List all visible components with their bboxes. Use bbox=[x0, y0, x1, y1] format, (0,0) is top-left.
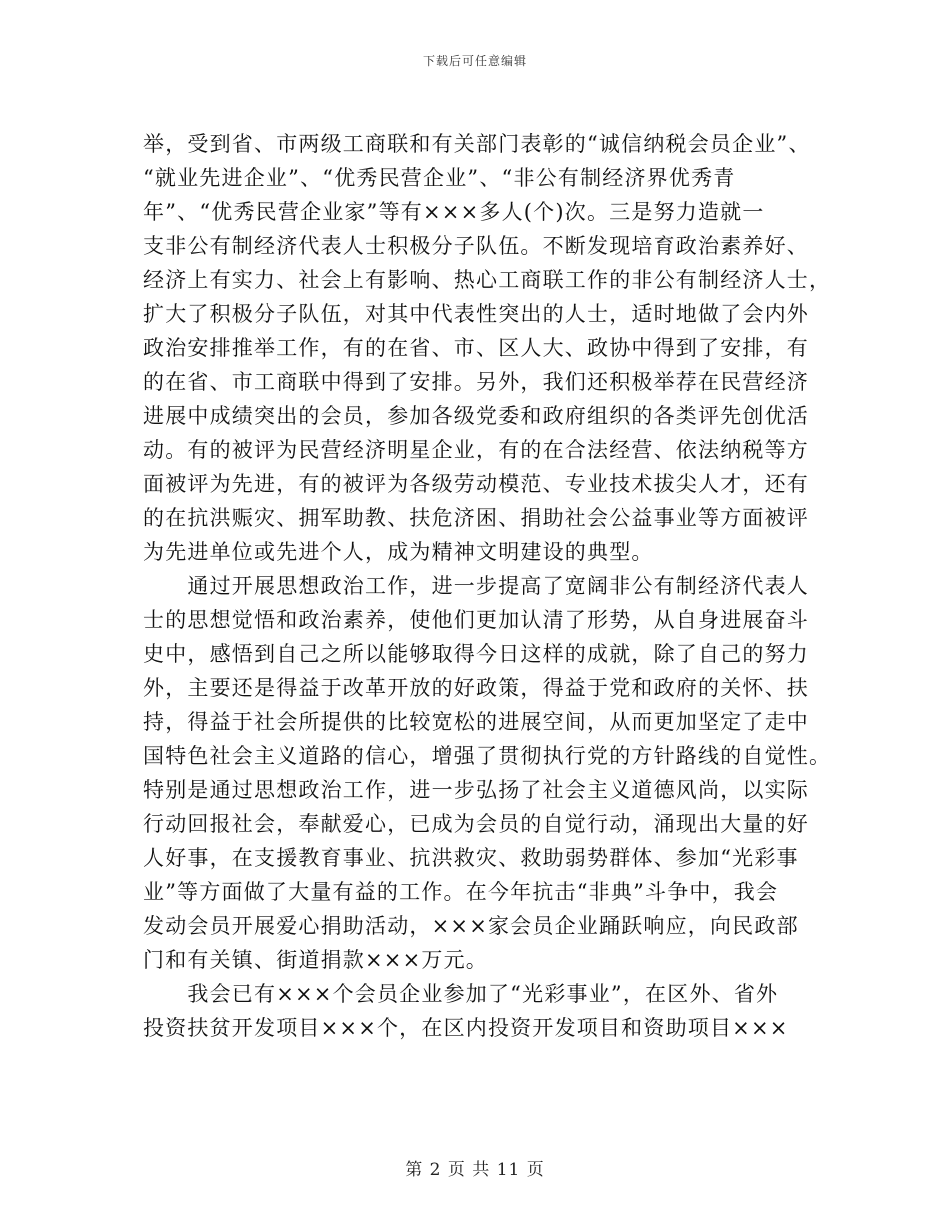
text-line: 外，主要还是得益于改革开放的好政策，得益于党和政府的关怀、扶 bbox=[143, 676, 809, 700]
text-line: 人好事，在支援教育事业、抗洪救灾、救助弱势群体、参加“光彩事 bbox=[143, 846, 799, 870]
text-line: 扩大了积极分子队伍，对其中代表性突出的人士，适时地做了会内外 bbox=[143, 302, 809, 326]
paragraph-start-line: 通过开展思想政治工作，进一步提高了宽阔非公有制经济代表人 bbox=[143, 574, 809, 598]
text-line: 行动回报社会，奉献爱心，已成为会员的自觉行动，涌现出大量的好 bbox=[143, 812, 809, 836]
text-line: 年”、“优秀民营企业家”等有×××多人(个)次。三是努力造就一 bbox=[143, 200, 765, 224]
text-line: 举，受到省、市两级工商联和有关部门表彰的“诚信纳税会员企业”、 bbox=[143, 132, 811, 156]
text-line: 进展中成绩突出的会员，参加各级党委和政府组织的各类评先创优活 bbox=[143, 404, 809, 428]
text-line: 面被评为先进，有的被评为各级劳动模范、专业技术拔尖人才，还有 bbox=[143, 472, 809, 496]
text-line: 经济上有实力、社会上有影响、热心工商联工作的非公有制经济人士， bbox=[143, 268, 832, 292]
paragraph-start-line: 我会已有×××个会员企业参加了“光彩事业”，在区外、省外 bbox=[143, 982, 779, 1006]
text-line: “就业先进企业”、“优秀民营企业”、“非公有制经济界优秀青 bbox=[143, 166, 736, 190]
text-line: 政治安排推举工作，有的在省、市、区人大、政协中得到了安排，有 bbox=[143, 336, 809, 360]
document-body bbox=[143, 127, 832, 1045]
text-line: 特别是通过思想政治工作，进一步弘扬了社会主义道德风尚，以实际 bbox=[143, 778, 809, 802]
text-line: 史中，感悟到自己之所以能够取得今日这样的成就，除了自己的努力 bbox=[143, 642, 809, 666]
text-line: 发动会员开展爱心捐助活动，×××家会员企业踊跃响应，向民政部 bbox=[143, 914, 799, 938]
text-line: 投资扶贫开发项目×××个，在区内投资开发项目和资助项目××× bbox=[143, 1016, 789, 1040]
text-line: 的在抗洪赈灾、拥军助教、扶危济困、捐助社会公益事业等方面被评 bbox=[143, 506, 809, 530]
text-line: 动。有的被评为民营经济明星企业，有的在合法经营、依法纳税等方 bbox=[143, 438, 809, 462]
text-line: 为先进单位或先进个人，成为精神文明建设的典型。 bbox=[143, 540, 654, 564]
text-line: 的在省、市工商联中得到了安排。另外，我们还积极举荐在民营经济 bbox=[143, 370, 809, 394]
text-line: 支非公有制经济代表人士积极分子队伍。不断发现培育政治素养好、 bbox=[143, 234, 809, 258]
text-line: 门和有关镇、街道捐款×××万元。 bbox=[143, 948, 488, 972]
text-line: 业”等方面做了大量有益的工作。在今年抗击“非典”斗争中，我会 bbox=[143, 880, 779, 904]
text-line: 持，得益于社会所提供的比较宽松的进展空间，从而更加坚定了走中 bbox=[143, 710, 809, 734]
text-line: 士的思想觉悟和政治素养，使他们更加认清了形势，从自身进展奋斗 bbox=[143, 608, 809, 632]
page-header: 下载后可任意编辑 bbox=[422, 54, 527, 68]
page-number-footer: 第 2 页 共 11 页 bbox=[405, 1160, 545, 1180]
text-line: 国特色社会主义道路的信心，增强了贯彻执行党的方针路线的自觉性。 bbox=[143, 744, 832, 768]
